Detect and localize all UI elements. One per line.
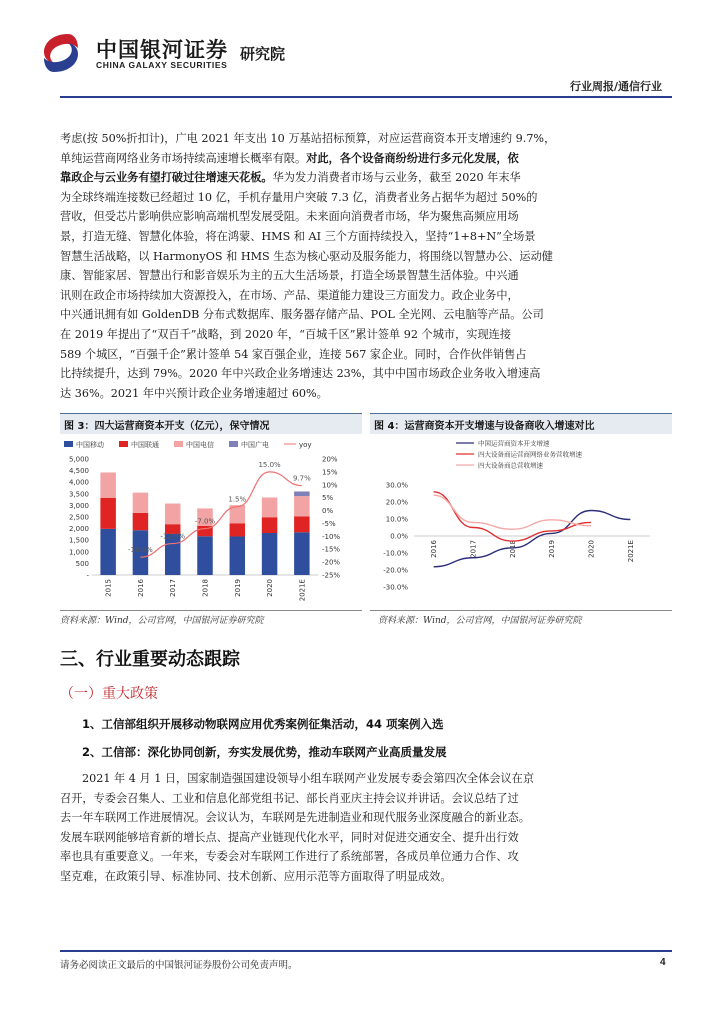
text-line: 智慧生活战略，以 HarmonyOS 和 HMS 生态为核心驱动及服务能力，将围绕以智慧办公、运动健 [60, 249, 553, 263]
company-name-en: CHINA GALAXY SECURITIES [96, 60, 228, 70]
y-left-tick-label: 3,000 [68, 501, 89, 510]
bar-segment [294, 491, 309, 496]
data-label: -12.8% [160, 532, 186, 541]
y-left-tick-label: 4,000 [68, 478, 89, 487]
bar-segment [230, 523, 245, 536]
figure3-title: 图 3：四大运营商资本开支（亿元），保守情况 [64, 421, 270, 432]
x-tick-label: 2016 [136, 579, 145, 597]
y-right-tick-label: 0% [322, 507, 334, 516]
text-line: 比持续提升，达到 79%。2020 年中兴政企业务增速达 23%，其中中国市场政企业务收入增速高 [60, 367, 541, 381]
data-label: -7.0% [194, 517, 216, 526]
data-label: -18.1% [128, 546, 153, 555]
y-tick-label: 20.0% [385, 498, 408, 507]
x-tick-label: 2019 [548, 540, 557, 558]
x-tick-label: 2021E [298, 579, 307, 602]
x-tick-label: 2017 [469, 540, 478, 558]
y-right-tick-label: 20% [322, 455, 338, 464]
bar-segment [133, 513, 148, 530]
figure3-title-bar [60, 413, 362, 434]
x-tick-label: 2017 [169, 579, 178, 597]
news-item-2: 2、工信部：深化协同创新，夯实发展优势，推动车联网产业高质量发展 [82, 745, 447, 759]
figure4-chart [370, 435, 672, 607]
footer-rule [60, 950, 672, 952]
bar-segment [100, 472, 115, 497]
text-line: 为全球终端连接数已经超过 10 亿，手机存量用户突破 7.3 亿，消费者业务占据华为超过 50%的 [60, 190, 538, 204]
header-rule [60, 96, 672, 98]
bar-segment [262, 498, 277, 518]
y-left-tick-label: 500 [75, 559, 89, 568]
x-tick-label: 2020 [587, 540, 596, 558]
text-line: 去一年车联网工作进展情况。会议认为，车联网是先进制造业和现代服务业深度融合的新业态。 [60, 811, 530, 825]
legend-swatch [174, 441, 183, 447]
figure3-chart [60, 435, 362, 607]
data-label: 15.0% [258, 460, 281, 469]
highlight-text: 靠政企与云业务有望打破过往增速天花板。 [60, 170, 273, 185]
figure4-title-bar [370, 413, 672, 434]
bar-segment [133, 493, 148, 513]
page-number: 4 [660, 957, 666, 968]
legend-swatch [229, 441, 238, 447]
bar-segment [100, 498, 115, 529]
text-line: 发展车联网能够培育新的增长点、提高产业链现代化水平，同时对促进交通安全、提升出行效 [60, 830, 519, 844]
text-line: 中兴通讯拥有如 GoldenDB 分布式数据库、服务器存储产品、POL 全光网、云电脑等产品。公司 [60, 308, 544, 322]
legend-label: yoy [299, 441, 312, 449]
text-line: 在 2019 年提出了“双百千”战略，到 2020 年，“百城千区”累计签单 92 个城市，实现连接 [60, 327, 512, 341]
y-tick-label: 30.0% [385, 481, 408, 490]
bar-segment [165, 504, 180, 525]
y-right-tick-label: 15% [322, 468, 338, 477]
text-line: 康、智能家居、智慧出行和影音娱乐为主的五大生活场景，打造全场景智慧生活体验。中兴通 [60, 269, 519, 283]
bar-segment [294, 496, 309, 516]
news-item-1: 1、工信部组织开展移动物联网应用优秀案例征集活动，44 项案例入选 [82, 717, 444, 731]
text-line: 讯则在政企市场持续加大资源投入，在市场、产品、渠道能力建设三方面发力。政企业务中， [60, 288, 519, 302]
yoy-line [140, 472, 301, 557]
x-tick-label: 2018 [201, 579, 210, 597]
institute-name: 研究院 [240, 45, 286, 63]
y-left-tick-label: 1,500 [68, 536, 89, 545]
legend-label: 中国联通 [131, 441, 159, 449]
data-label: 9.7% [292, 474, 311, 483]
series-line [434, 495, 591, 529]
figure4-title: 图 4：运营商资本开支增速与设备商收入增速对比 [374, 421, 595, 432]
x-tick-label: 2018 [508, 540, 517, 558]
source-rule-right [370, 610, 672, 611]
galaxy-logo-icon [38, 30, 84, 76]
legend-swatch [64, 441, 73, 447]
company-name-cn: 中国银河证券 [96, 38, 228, 62]
y-right-tick-label: -15% [322, 545, 341, 554]
y-tick-label: -10.0% [383, 549, 408, 558]
text-line: 考虑(按 50%折扣计)，广电 2021 年支出 10 万基站招标预算，对应运营商资本开支增速约 9.7%， [60, 132, 556, 145]
report-type: 行业周报/通信行业 [569, 80, 662, 93]
y-left-tick-label: 2,500 [68, 513, 89, 522]
y-right-tick-label: -25% [322, 571, 341, 580]
y-tick-label: 0.0% [390, 532, 408, 541]
legend-label: 中国电信 [186, 441, 214, 449]
y-left-tick-label: 1,000 [68, 548, 89, 557]
bar-segment [262, 533, 277, 575]
x-tick-label: 2021E [626, 540, 635, 563]
legend-label: 中国运营商资本开支增速 [478, 439, 550, 448]
bar-segment [294, 516, 309, 532]
legend-label: 四大设备商运营商网络业务营收增速 [478, 450, 582, 459]
page-header [0, 0, 724, 100]
legend-swatch [119, 441, 128, 447]
text-line: 率也具有重要意义。一年来，专委会对车联网工作进行了系统部署，各成员单位通力合作、攻 [60, 850, 519, 864]
data-label: 1.5% [228, 495, 247, 504]
figure3-source: 资料来源：Wind，公司官网，中国银河证券研究院 [60, 616, 264, 626]
y-tick-label: 10.0% [385, 515, 408, 524]
text-line: 召开，专委会召集人、工业和信息化部党组书记、部长肖亚庆主持会议并讲话。会议总结了过 [60, 791, 519, 805]
bar-segment [262, 517, 277, 533]
section-heading: 三、行业重要动态跟踪 [60, 649, 240, 670]
y-left-tick-label: 2,000 [68, 525, 89, 534]
footer-disclaimer: 请务必阅读正文最后的中国银河证券股份公司免责声明。 [60, 960, 298, 971]
body-paragraph [60, 129, 672, 403]
y-tick-label: -30.0% [383, 583, 408, 592]
x-tick-label: 2015 [104, 579, 113, 597]
text-line: 营收，但受芯片影响供应影响高端机型发展受阻。未来面向消费者市场，华为聚焦高频应用场 [60, 210, 519, 224]
y-left-tick-label: 4,500 [68, 467, 89, 476]
x-tick-label: 2019 [233, 579, 242, 597]
text-line: 589 个城区，“百强千企”累计签单 54 家百强企业，连接 567 家企业。同时，合作伙伴销售占 [60, 347, 527, 361]
y-left-tick-label: 5,000 [68, 455, 89, 464]
bar-segment [294, 532, 309, 575]
y-right-tick-label: -20% [322, 558, 341, 567]
y-right-tick-label: 5% [322, 494, 334, 503]
y-left-tick-label: - [86, 571, 89, 580]
legend-label: 四大设备商总营收增速 [478, 461, 543, 470]
text-line: 坚克难，在政策引导、标准协同、技术创新、应用示范等方面取得了明显成效。 [60, 869, 452, 883]
highlight-text: 对此，各个设备商纷纷进行多元化发展，依 [306, 150, 519, 165]
x-tick-label: 2016 [430, 540, 439, 558]
y-right-tick-label: 10% [322, 481, 338, 490]
legend-label: 中国移动 [76, 441, 104, 449]
text-line: 达 36%。2021 年中兴预计政企业务增速超过 60%。 [60, 386, 328, 400]
bar-segment [197, 536, 212, 575]
figure4-source: 资料来源：Wind，公司官网，中国银河证券研究院 [378, 616, 582, 626]
text-line: 靠政企与云业务有望打破过往增速天花板。华为发力消费者市场与云业务，截至 2020 年末华 [60, 170, 521, 185]
x-tick-label: 2020 [266, 579, 275, 597]
y-right-tick-label: -10% [322, 532, 341, 541]
y-right-tick-label: -5% [322, 519, 336, 528]
series-line [434, 492, 591, 541]
bar-segment [230, 536, 245, 575]
bar-segment [100, 529, 115, 575]
y-tick-label: -20.0% [383, 566, 408, 575]
section3-paragraph [60, 769, 672, 887]
text-line: 2021 年 4 月 1 日，国家制造强国建设领导小组车联网产业发展专委会第四次全体会议在京 [82, 772, 535, 785]
subsection-heading: （一）重大政策 [60, 686, 158, 702]
text-line: 景，打造无缝、智慧化体验，将在鸿蒙、HMS 和 AI 三个方面持续投入，坚持“1+8+N”全场景 [60, 229, 536, 243]
legend-label: 中国广电 [241, 441, 269, 449]
y-left-tick-label: 3,500 [68, 490, 89, 499]
source-rule-left [60, 610, 362, 611]
text-line: 单纯运营商网络业务市场持续高速增长概率有限。对此，各个设备商纷纷进行多元化发展，依 [60, 150, 519, 165]
